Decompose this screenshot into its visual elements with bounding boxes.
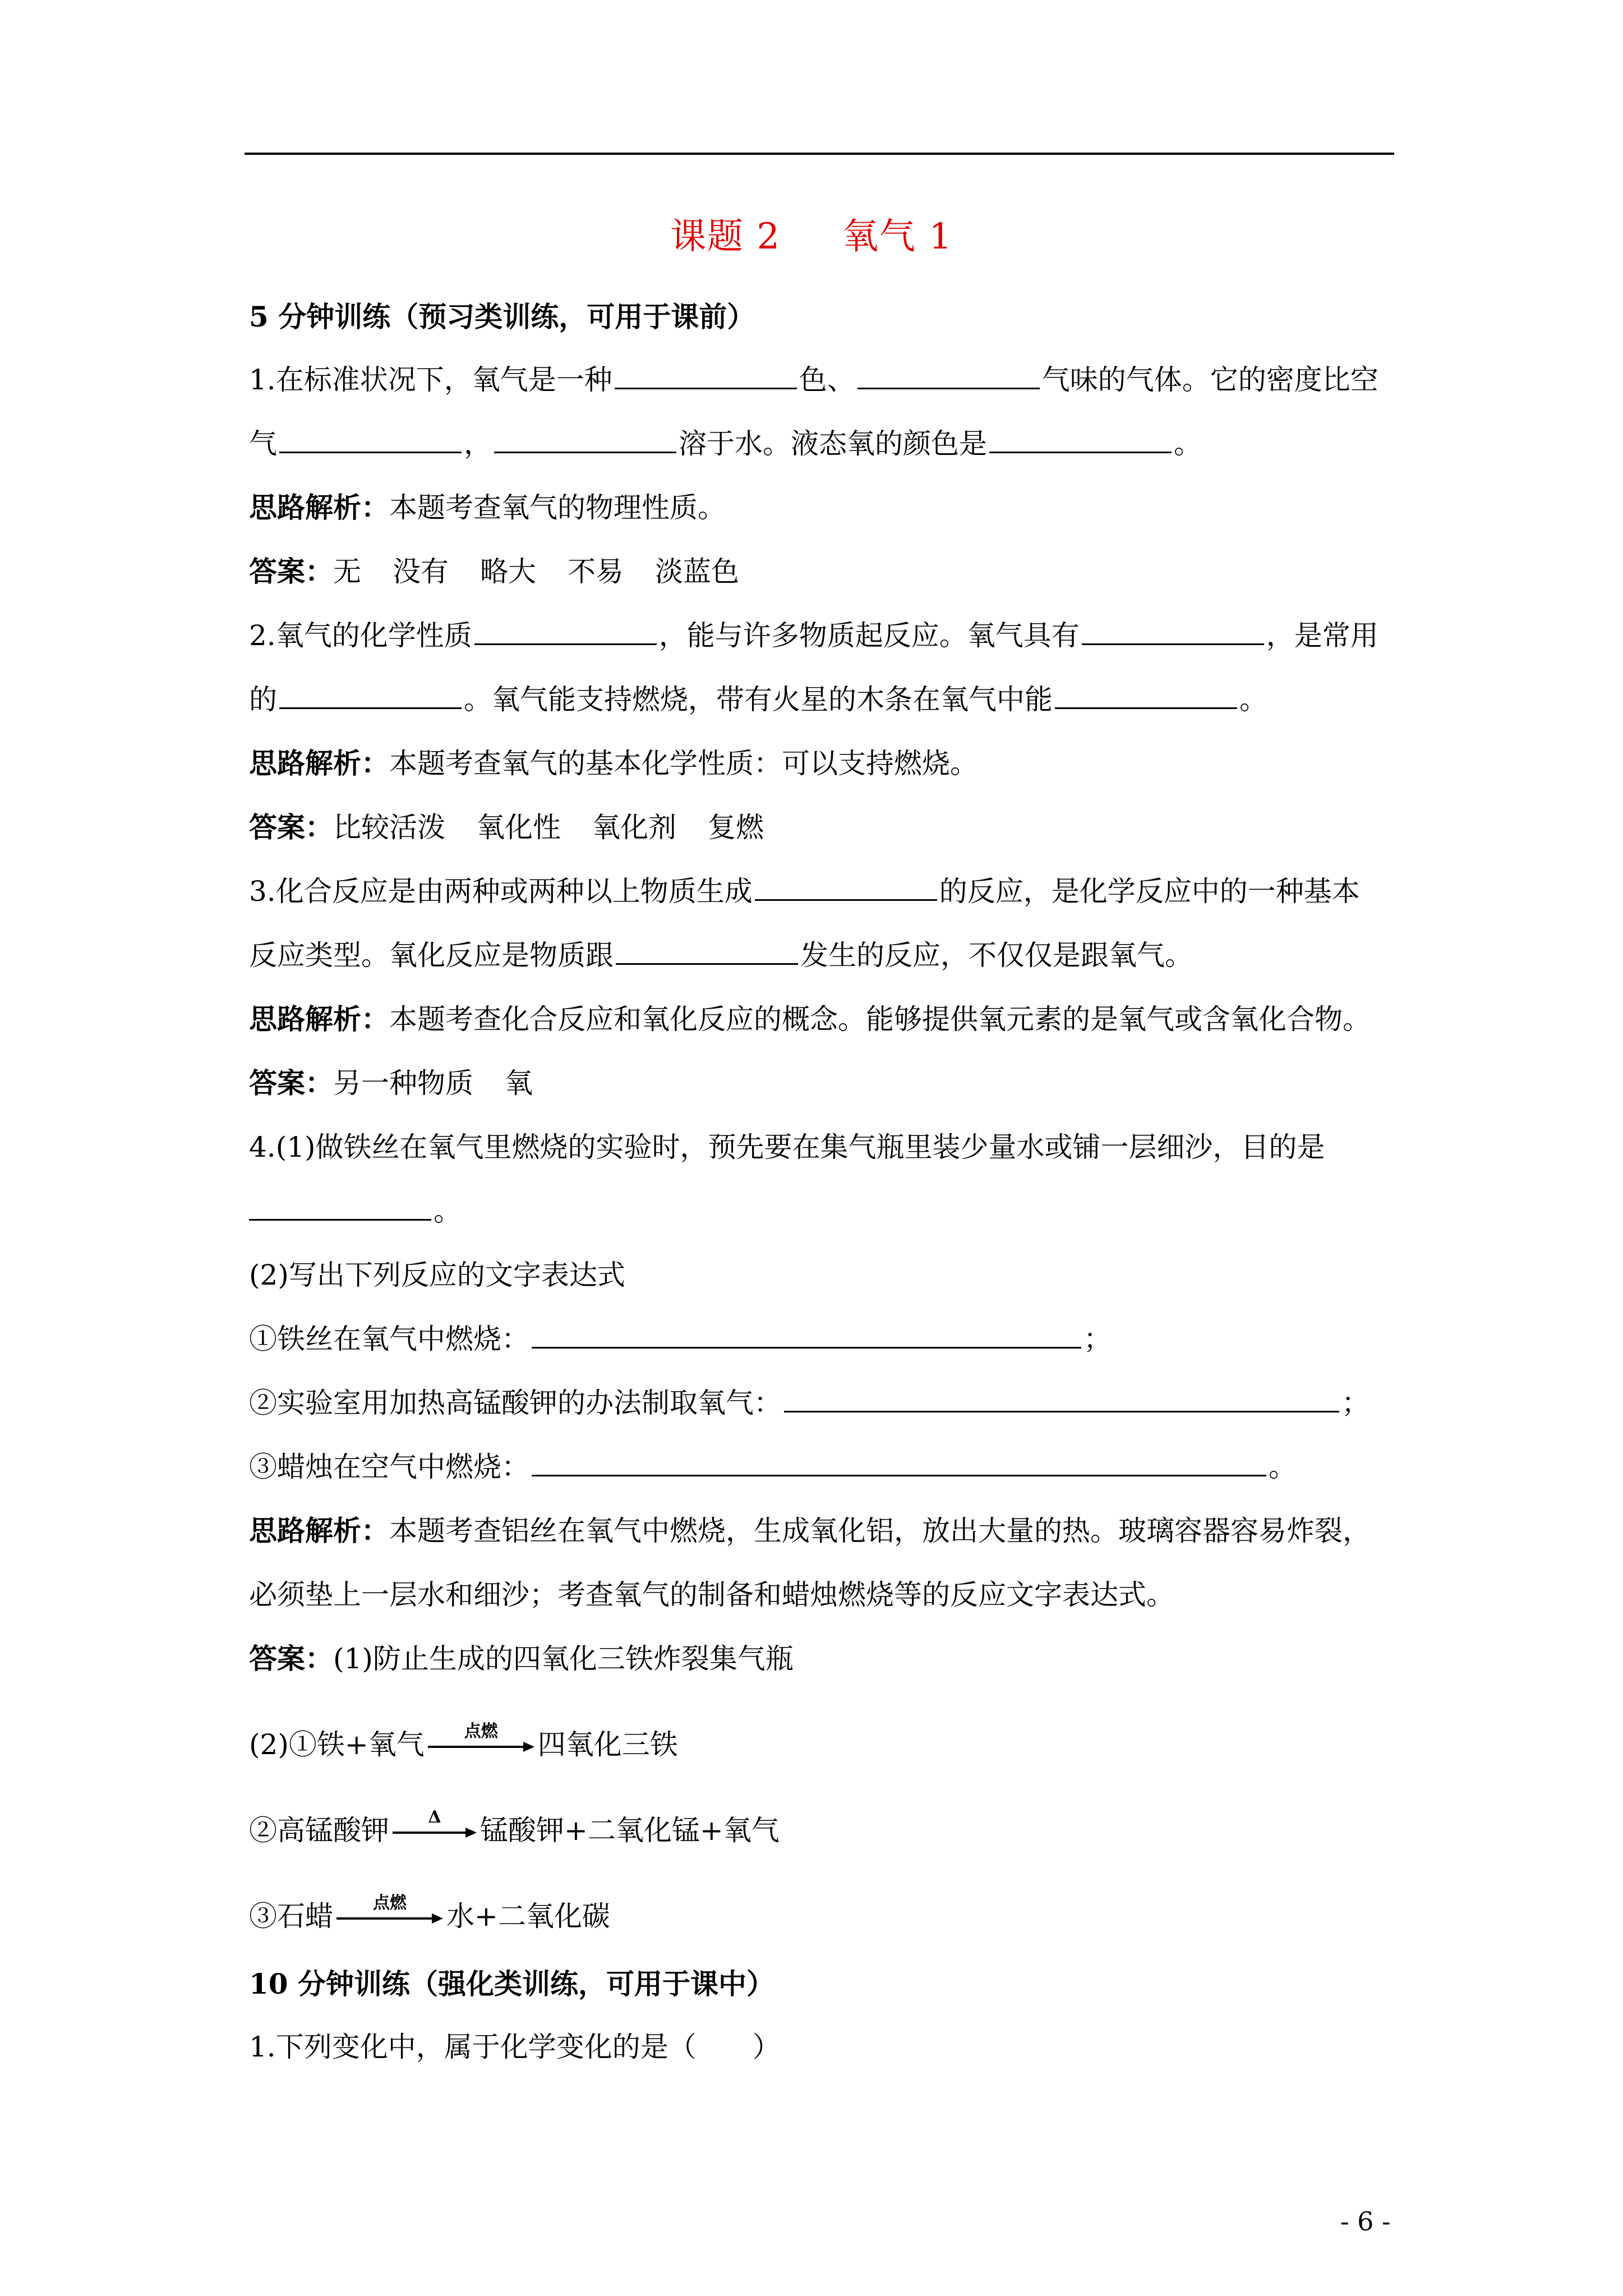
q4-equation-2: ②高锰酸钾 Δ 锰酸钾+二氧化锰+氧气 xyxy=(249,1807,780,1847)
answer-blank[interactable] xyxy=(857,363,1040,389)
section-heading-5min: 5 分钟训练（预习类训练，可用于课前） xyxy=(249,300,755,333)
title-part1: 课题 2 xyxy=(670,216,781,257)
answer-blank[interactable] xyxy=(989,427,1172,453)
q1-line1: 1.在标准状况下，氧气是一种 色、 气味的气体。它的密度比空 xyxy=(249,364,1378,396)
q2-line1: 2.氧气的化学性质 ，能与许多物质起反应。氧气具有 ，是常用 xyxy=(249,619,1378,652)
q4-equation-1: (2)①铁+氧气 点燃 四氧化三铁 xyxy=(249,1722,678,1761)
q4-reaction1: ①铁丝在氧气中燃烧： ； xyxy=(249,1323,1112,1355)
answer-blank[interactable] xyxy=(615,363,797,389)
header-rule xyxy=(245,153,1394,155)
page-title xyxy=(0,209,1623,265)
answer-blank[interactable] xyxy=(279,683,462,709)
answer-blank[interactable] xyxy=(1055,683,1237,709)
q5-question: 1.下列变化中，属于化学变化的是（ ） xyxy=(249,2031,781,2063)
answer-blank[interactable] xyxy=(616,938,798,965)
page-number: - 6 - xyxy=(1340,2206,1391,2237)
reaction-arrow: 点燃 xyxy=(428,1740,534,1754)
answer-blank[interactable] xyxy=(249,1194,431,1221)
answer-blank[interactable] xyxy=(755,875,937,901)
answer-blank[interactable] xyxy=(494,427,676,453)
q3-analysis: 思路解析：本题考查化合反应和氧化反应的概念。能够提供氧元素的是氧气或含氧化合物。 xyxy=(249,1002,1371,1036)
q4-analysis-line2: 必须垫上一层水和细沙；考查氧气的制备和蜡烛燃烧等的反应文字表达式。 xyxy=(249,1579,1174,1611)
q2-line2: 的 。氧气能支持燃烧，带有火星的木条在氧气中能 。 xyxy=(249,683,1267,716)
q3-line2: 反应类型。氧化反应是物质跟 发生的反应，不仅仅是跟氧气。 xyxy=(249,939,1193,972)
q4-reaction2: ②实验室用加热高锰酸钾的办法制取氧气： ； xyxy=(249,1387,1370,1419)
answer-blank[interactable] xyxy=(532,1450,1266,1476)
q1-line2: 气 ， 溶于水。液态氧的颜色是 。 xyxy=(249,427,1202,460)
q2-analysis: 思路解析：本题考查氧气的基本化学性质：可以支持燃烧。 xyxy=(249,747,978,780)
reaction-arrow: Δ xyxy=(393,1826,477,1839)
q4-answer-1: 答案：(1)防止生成的四氧化三铁炸裂集气瓶 xyxy=(249,1642,794,1675)
q4-sub2: (2)写出下列反应的文字表达式 xyxy=(249,1259,625,1291)
q4-line1: 4.(1)做铁丝在氧气里燃烧的实验时，预先要在集气瓶里装少量水或铺一层细沙，目的是 xyxy=(249,1131,1325,1163)
answer-blank[interactable] xyxy=(474,619,657,645)
q3-line1: 3.化合反应是由两种或两种以上物质生成 的反应，是化学反应中的一种基本 xyxy=(249,875,1360,908)
answer-blank[interactable] xyxy=(784,1386,1339,1412)
answer-blank[interactable] xyxy=(532,1322,1081,1349)
q1-answer: 答案：无 没有 略大 不易 淡蓝色 xyxy=(249,555,739,588)
q4-reaction3: ③蜡烛在空气中燃烧： 。 xyxy=(249,1451,1297,1483)
title-part2: 氧气 1 xyxy=(842,216,953,257)
q4-analysis-line1: 思路解析：本题考查铝丝在氧气中燃烧，生成氧化铝，放出大量的热。玻璃容器容易炸裂， xyxy=(249,1514,1371,1547)
q1-analysis: 思路解析：本题考查氧气的物理性质。 xyxy=(249,491,726,524)
q3-answer: 答案：另一种物质 氧 xyxy=(249,1066,533,1099)
answer-blank[interactable] xyxy=(279,427,462,453)
reaction-arrow: 点燃 xyxy=(336,1912,443,1925)
q2-answer: 答案：比较活泼 氧化性 氧化剂 复燃 xyxy=(249,811,764,844)
q4-equation-3: ③石蜡 点燃 水+二氧化碳 xyxy=(249,1893,610,1932)
section-heading-10min: 10 分钟训练（强化类训练，可用于课中） xyxy=(249,1967,774,2000)
answer-blank[interactable] xyxy=(1082,619,1264,645)
q4-line2: 。 xyxy=(249,1191,462,1231)
